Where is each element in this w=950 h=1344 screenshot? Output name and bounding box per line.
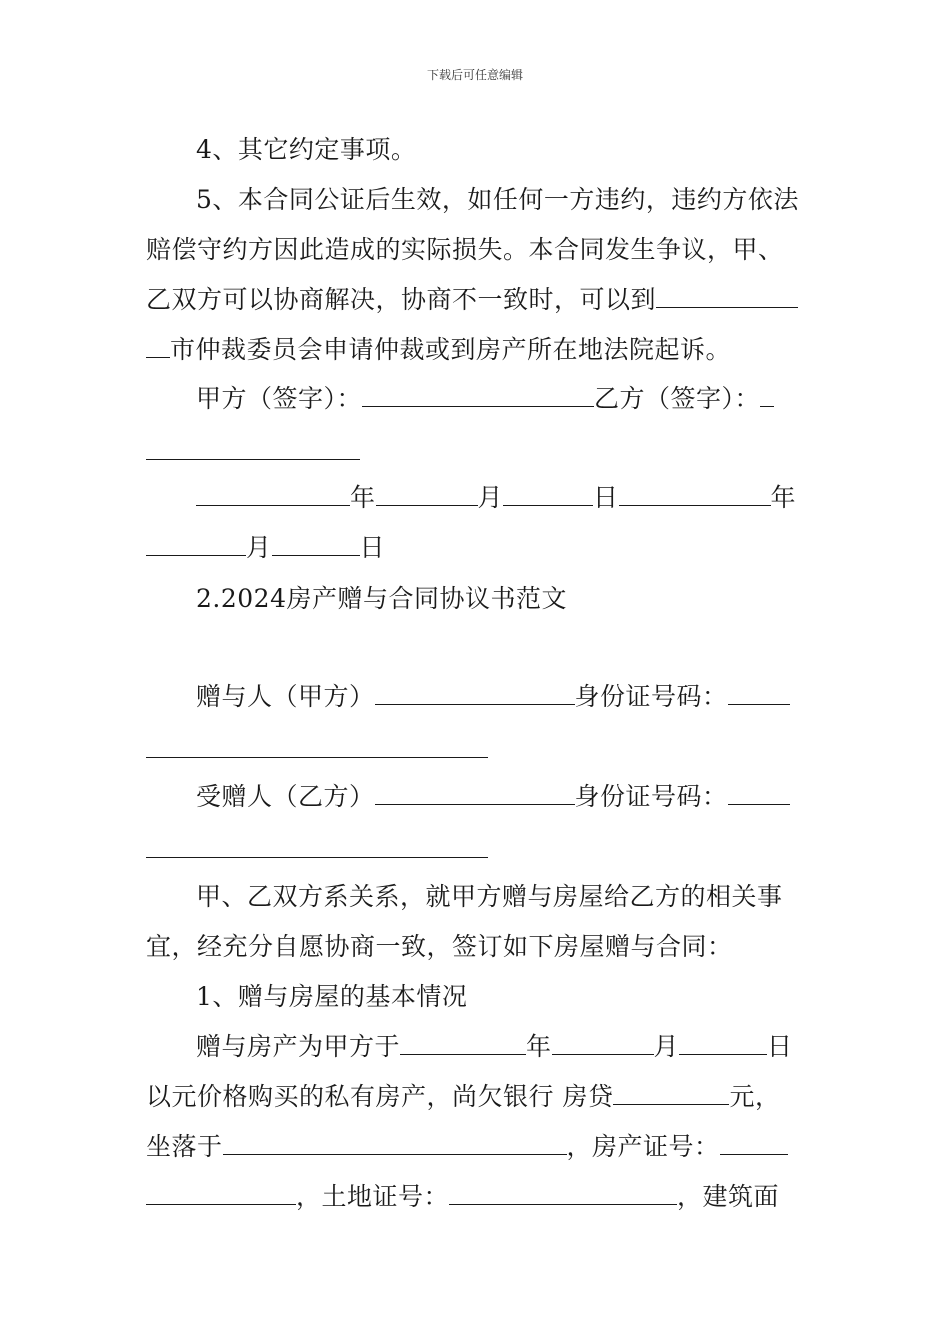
party-a-year-blank[interactable]	[196, 481, 350, 506]
purchase-month-blank[interactable]	[552, 1030, 654, 1055]
location-blank[interactable]	[223, 1130, 567, 1155]
month-label-2: 月	[246, 533, 272, 562]
donee-name-blank[interactable]	[375, 780, 575, 805]
property-cert-blank[interactable]	[720, 1130, 788, 1155]
section-2-title: 2.2024房产赠与合同协议书范文	[196, 584, 567, 613]
clause-5-line-3-text: 乙双方可以协商解决，协商不一致时，可以到	[146, 285, 657, 314]
party-b-year-blank[interactable]	[619, 481, 771, 506]
purchase-day-label: 日	[767, 1032, 793, 1061]
party-a-month-blank[interactable]	[376, 481, 478, 506]
intro-line-2: 宜，经充分自愿协商一致，签订如下房屋赠与合同：	[146, 932, 733, 961]
clause-5-line-3	[146, 283, 808, 317]
donee-label: 受赠人（乙方）	[196, 782, 375, 811]
loan-amount-blank[interactable]	[613, 1080, 729, 1105]
donor-id-blank-cont[interactable]	[146, 756, 488, 758]
date-line-1	[196, 481, 808, 515]
signature-line	[196, 382, 808, 416]
clause-1-line-4	[146, 1180, 808, 1214]
purchase-year-blank[interactable]	[400, 1030, 526, 1055]
party-a-sign-blank[interactable]	[362, 382, 594, 407]
intro-line-1: 甲、乙双方系关系，就甲方赠与房屋给乙方的相关事	[196, 882, 783, 911]
arbitration-city-blank-cont[interactable]	[146, 333, 170, 358]
clause-1-title: 1、赠与房屋的基本情况	[196, 982, 468, 1011]
clause-1-line-3	[146, 1130, 808, 1164]
year-label-2: 年	[770, 483, 797, 512]
donee-line	[196, 780, 808, 814]
donor-name-blank[interactable]	[375, 680, 575, 705]
clause-1-line-4-suffix: ，建筑面	[677, 1182, 780, 1211]
day-label: 日	[593, 483, 619, 512]
donor-id-label: 身份证号码：	[574, 682, 728, 711]
purchase-year-label: 年	[526, 1032, 552, 1061]
clause-1-line-2-suffix: 元，	[729, 1082, 781, 1111]
party-b-day-blank[interactable]	[272, 531, 360, 556]
donee-id-blank[interactable]	[728, 780, 790, 805]
land-cert-blank[interactable]	[449, 1180, 677, 1205]
clause-4: 4、其它约定事项。	[196, 135, 417, 164]
land-cert-label: ，土地证号：	[296, 1182, 450, 1211]
page-header-note: 下载后可任意编辑	[426, 68, 523, 82]
arbitration-city-blank[interactable]	[656, 283, 798, 308]
property-cert-blank-cont[interactable]	[146, 1180, 296, 1205]
clause-5-line-4	[146, 333, 808, 367]
party-a-day-blank[interactable]	[503, 481, 593, 506]
date-line-2	[146, 531, 808, 565]
donee-id-label: 身份证号码：	[574, 782, 728, 811]
donor-line	[196, 680, 808, 714]
donee-id-blank-cont[interactable]	[146, 856, 488, 858]
day-label-2: 日	[359, 533, 386, 562]
clause-5-line-4-text: 市仲裁委员会申请仲裁或到房产所在地法院起诉。	[170, 335, 732, 364]
clause-5-line-2: 赔偿守约方因此造成的实际损失。本合同发生争议，甲、	[146, 235, 784, 264]
clause-5-line-1: 5、本合同公证后生效，如任何一方违约，违约方依法	[196, 185, 799, 214]
month-label: 月	[477, 483, 504, 512]
purchase-day-blank[interactable]	[679, 1030, 767, 1055]
donor-id-blank[interactable]	[728, 680, 790, 705]
clause-1-location-label: 坐落于	[146, 1132, 223, 1161]
property-cert-label: ，房产证号：	[566, 1132, 720, 1161]
clause-1-line-2-text: 以元价格购买的私有房产，尚欠银行 房贷	[146, 1082, 614, 1111]
clause-1-line-1	[196, 1030, 808, 1064]
clause-1-line-1-text: 赠与房产为甲方于	[196, 1032, 401, 1061]
party-b-month-blank[interactable]	[146, 531, 246, 556]
party-b-sign-blank-cont[interactable]	[146, 458, 360, 460]
year-label: 年	[350, 483, 376, 512]
party-b-sign-blank[interactable]	[760, 382, 774, 407]
party-a-sign-label: 甲方（签字）：	[196, 384, 363, 413]
donor-label: 赠与人（甲方）	[196, 682, 375, 711]
clause-1-line-2	[146, 1080, 808, 1114]
party-b-sign-label: 乙方（签字）：	[594, 384, 761, 413]
purchase-month-label: 月	[653, 1032, 680, 1061]
